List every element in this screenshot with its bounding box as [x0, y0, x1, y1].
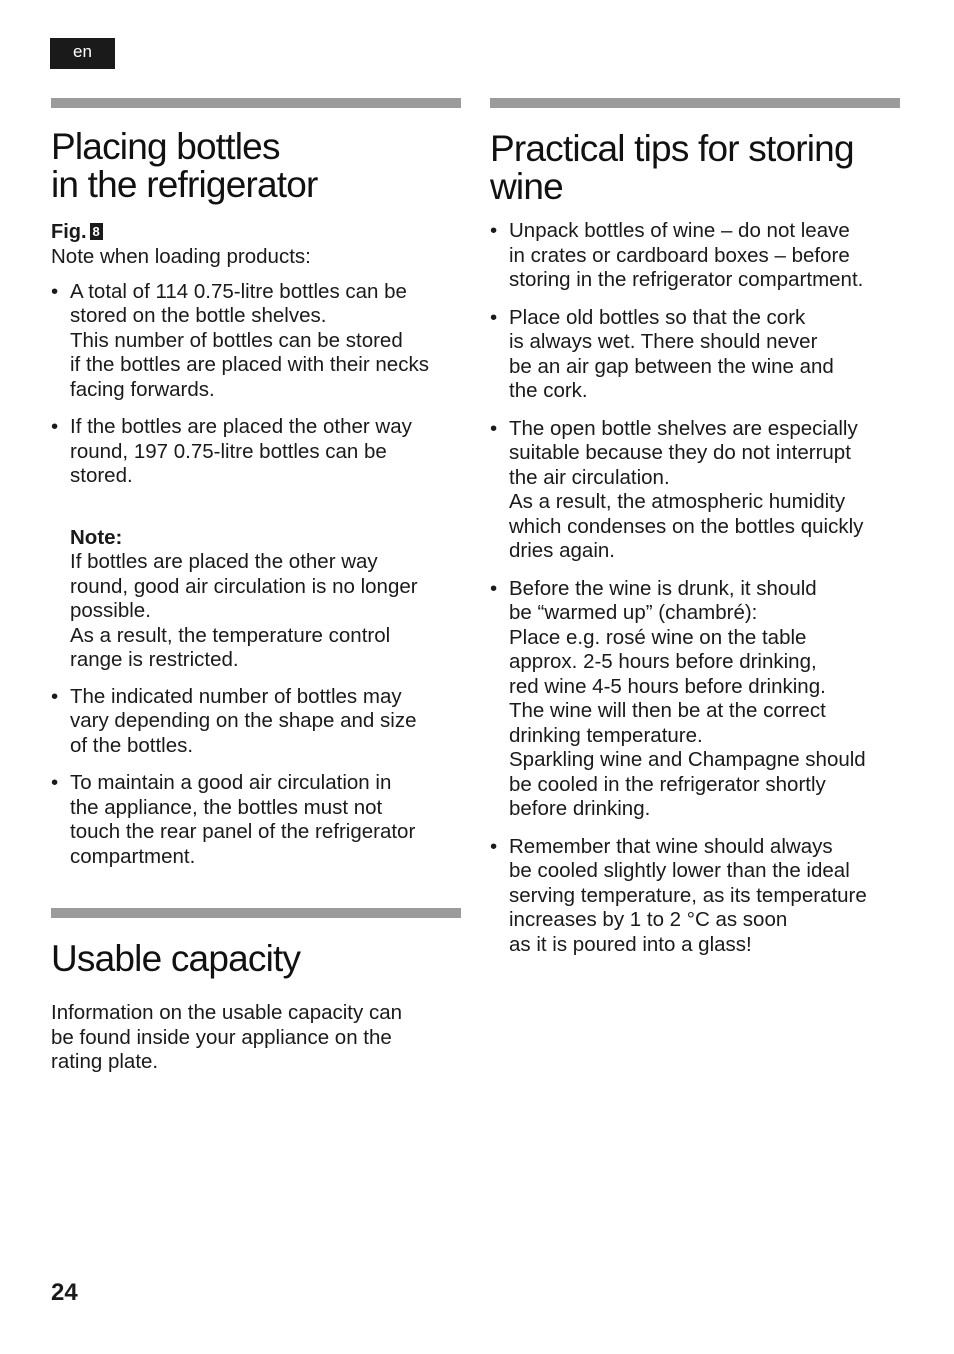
list-item: • To maintain a good air circulation in the appliance, the bottles must not touch the rear panel of the refrigerator compartment.: [51, 771, 461, 869]
usable-capacity-heading: Usable capacity: [51, 938, 301, 979]
list-item: • Unpack bottles of wine – do not leave in crates or cardboard boxes – before storing in the refrigerator compartment.: [490, 219, 900, 293]
list-item: • A total of 114 0.75-litre bottles can be stored on the bottle shelves. This number of bottles can be stored if the bottles are placed with their necks facing forwards.: [51, 280, 461, 403]
right-column: [490, 98, 900, 957]
language-tab: en: [50, 38, 115, 69]
list-item: • If the bottles are placed the other way round, 197 0.75-litre bottles can be stored.: [51, 415, 461, 489]
page-number: 24: [51, 1279, 78, 1306]
section-rule: [490, 98, 900, 108]
section-rule: [51, 908, 461, 918]
placing-bottles-heading: Placing bottles in the refrigerator: [51, 126, 318, 205]
figure-reference: Fig. 8: [51, 220, 461, 244]
left-column: [51, 98, 461, 869]
placing-list-2: [51, 685, 461, 870]
list-item: • Before the wine is drunk, it should be “warmed up” (chambré): Place e.g. rosé wine on the table approx. 2-5 hours before drinking, red wine 4-5 hours before drinking. The wine will then be at the correct drinking temperature. Sparkling wine and Champagne should be cooled in the refrigerator shortly before drinking.: [490, 577, 900, 822]
note-title: Note:: [70, 525, 123, 549]
wine-tips-heading: Practical tips for storing wine: [490, 128, 854, 207]
figure-number-badge: 8: [90, 223, 103, 240]
tips-list: [490, 219, 900, 957]
capacity-text: Information on the usable capacity can be found inside your appliance on the rating plate.: [51, 1001, 402, 1073]
note-block: Note: If bottles are placed the other way round, good air circulation is no longer possible. As a result, the temperature control range is restricted.: [70, 525, 418, 671]
list-item: • Place old bottles so that the cork is always wet. There should never be an air gap between the wine and the cork.: [490, 306, 900, 404]
list-item: • Remember that wine should always be cooled slightly lower than the ideal serving temperature, as its temperature increases by 1 to 2 °C as soon as it is poured into a glass!: [490, 835, 900, 958]
placing-list: [51, 280, 461, 489]
capacity-section: [51, 908, 461, 1075]
list-item: • The indicated number of bottles may vary depending on the shape and size of the bottles.: [51, 685, 461, 759]
list-item: • The open bottle shelves are especially suitable because they do not interrupt the air circulation. As a result, the atmospheric humidity which condenses on the bottles quickly dries again.: [490, 417, 900, 564]
section-rule: [51, 98, 461, 108]
loading-intro: Note when loading products:: [51, 245, 311, 268]
